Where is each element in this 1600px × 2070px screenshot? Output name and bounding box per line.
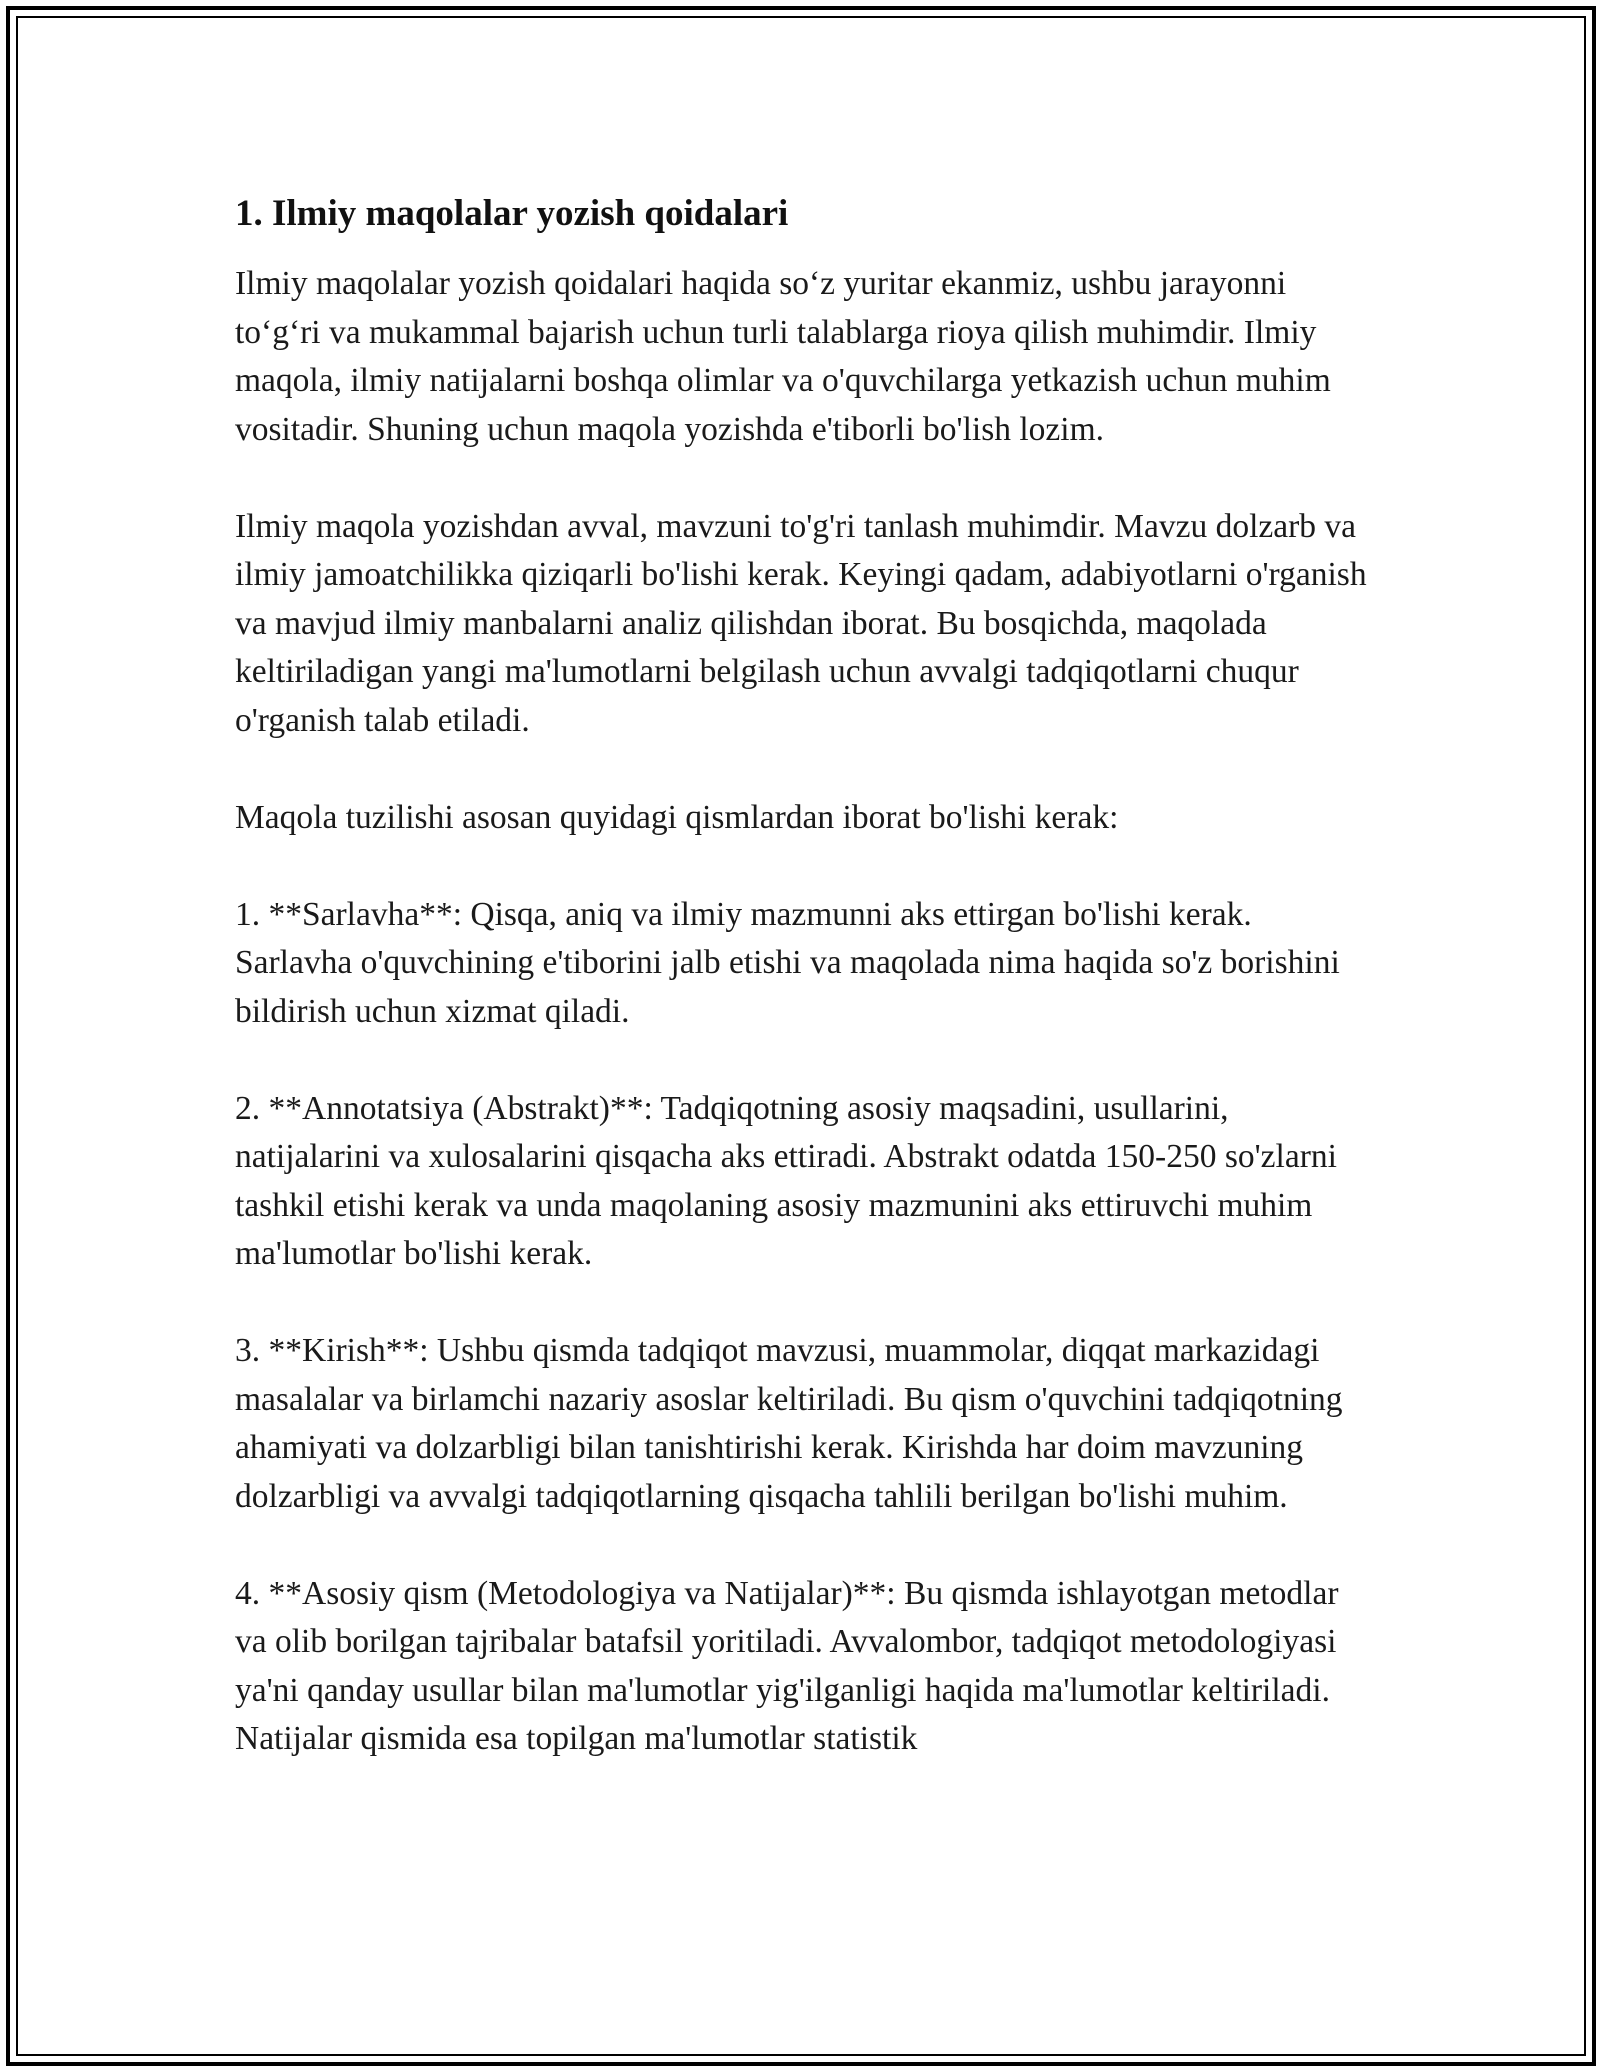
document-title: 1. Ilmiy maqolalar yozish qoidalari [235,193,789,234]
paragraph-structure-intro: Maqola tuzilishi asosan quyidagi qismlardan iborat bo'lishi kerak: [235,798,1119,836]
paragraph-intro: Ilmiy maqolalar yozish qoidalari haqida so‘z yuritar ekanmiz, ushbu jarayonni to‘g‘ri va mukammal bajarish uchun turli talablarga rioya qilish muhimdir. Ilmiy maqola, ilmiy natijalarni boshqa olimlar va o'quvchilarga yetkazish uchun muhim vositadir. Shuning uchun maqola yozishda e'tiborli bo'lish lozim. [235,265,1331,448]
paragraph-topic-selection: Ilmiy maqola yozishdan avval, mavzuni to'g'ri tanlash muhimdir. Mavzu dolzarb va ilmiy jamoatchilikka qiziqarli bo'lishi kerak. Keyingi qadam, adabiyotlarni o'rganish va mavjud ilmiy manbalarni analiz qilishdan iborat. Bu bosqichda, maqolada keltiriladigan yangi ma'lumotlarni belgilash uchun avvalgi tadqiqotlarni chuqur o'rganish talab etiladi. [235,507,1367,739]
document-body [235,190,1375,1812]
list-item-title: 1. **Sarlavha**: Qisqa, aniq va ilmiy mazmunni aks ettirgan bo'lishi kerak. Sarlavha o'quvchining e'tiborini jalb etishi va maqolada nima haqida so'z borishini bildirish uchun xizmat qiladi. [235,895,1340,1030]
list-item-main-part: 4. **Asosiy qism (Metodologiya va Natijalar)**: Bu qismda ishlayotgan metodlar va olib borilgan tajribalar batafsil yoritiladi. Avvalombor, tadqiqot metodologiyasi ya'ni qanday usullar bilan ma'lumotlar yig'ilganligi haqida ma'lumotlar keltiriladi. Natijalar qismida esa topilgan ma'lumotlar statistik [235,1574,1339,1757]
list-item-abstract: 2. **Annotatsiya (Abstrakt)**: Tadqiqotning asosiy maqsadini, usullarini, natijalarini va xulosalarini qisqacha aks ettiradi. Abstrakt odatda 150-250 so'zlarni tashkil etishi kerak va unda maqolaning asosiy mazmunini aks ettiruvchi muhim ma'lumotlar bo'lishi kerak. [235,1089,1337,1272]
list-item-introduction: 3. **Kirish**: Ushbu qismda tadqiqot mavzusi, muammolar, diqqat markazidagi masalalar va birlamchi nazariy asoslar keltiriladi. Bu qism o'quvchini tadqiqotning ahamiyati va dolzarbligi bilan tanishtirishi kerak. Kirishda har doim mavzuning dolzarbligi va avvalgi tadqiqotlarning qisqacha tahlili berilgan bo'lishi muhim. [235,1332,1343,1515]
